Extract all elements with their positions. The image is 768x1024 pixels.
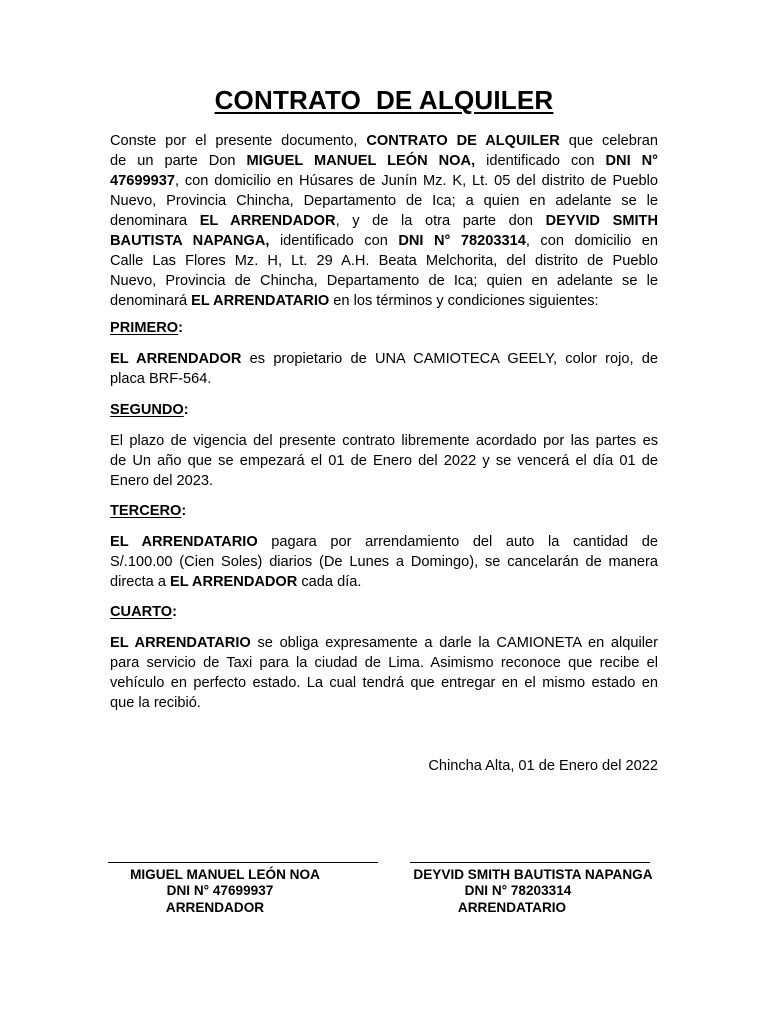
heading-colon: :: [178, 320, 183, 336]
bold-text: DNI N° 78203314: [398, 233, 526, 249]
bold-text: EL ARRENDATARIO: [110, 635, 251, 651]
bold-text: BAUTISTA NAPANGA,: [110, 233, 270, 249]
bold-text: EL ARRENDADOR: [170, 574, 298, 590]
text: , con domicilio en: [525, 233, 658, 249]
text: es propietario de UNA CAMIOTECA GEELY, color rojo, de: [241, 351, 658, 367]
text: identificado con: [475, 153, 606, 169]
clause-heading: [110, 602, 658, 622]
text: identificado con: [269, 233, 399, 249]
signature-right-role: ARRENDATARIO: [457, 900, 567, 915]
clause-heading: [110, 400, 658, 420]
bold-text: EL ARRENDADOR: [199, 213, 336, 229]
text: placa BRF-564.: [110, 371, 212, 387]
text: de un parte Don: [110, 153, 247, 169]
bold-text: EL ARRENDATARIO: [110, 534, 258, 550]
document-title: CONTRATO DE ALQUILER: [214, 85, 554, 115]
clause-line: [110, 633, 658, 653]
intro-line: [110, 151, 658, 171]
text: cada día.: [297, 574, 362, 590]
clause-heading: [110, 318, 658, 338]
intro-line: [110, 191, 658, 211]
clause-line: [110, 369, 658, 389]
signature-left-name: MIGUEL MANUEL LEÓN NOA: [130, 867, 320, 882]
text: que celebran: [559, 133, 658, 149]
clause-line: [110, 653, 658, 673]
text: se obliga expresamente a darle la CAMIONETA en alquiler: [250, 635, 658, 651]
clause-cuarto: [110, 602, 658, 713]
text: denominará: [110, 293, 192, 309]
bold-text: MIGUEL MANUEL LEÓN NOA,: [246, 153, 476, 169]
clause-line: [110, 532, 658, 552]
clause-heading-text: TERCERO: [110, 503, 182, 519]
text: El plazo de vigencia del presente contrato libremente acordado por las partes es: [110, 433, 658, 449]
intro-line: [110, 251, 658, 271]
bold-text: EL ARRENDADOR: [110, 351, 242, 367]
text: S/.100.00 (Cien Soles) diarios (De Lunes a Domingo), se cancelarán de manera: [110, 554, 658, 570]
text: que la recibió.: [110, 695, 201, 711]
text: Conste por el presente documento,: [110, 133, 367, 149]
text: , y de la otra parte don: [335, 213, 546, 229]
text: , con domicilio en Húsares de Junín Mz. K, Lt. 05 del distrito de Pueblo: [174, 173, 658, 189]
heading-colon: :: [181, 503, 187, 519]
clause-line: [110, 693, 658, 713]
clause-line: [110, 673, 658, 693]
text: Nuevo, Provincia Chincha, Departamento de Ica; a quien en adelante se le: [110, 193, 658, 209]
intro-line: [110, 231, 658, 251]
signature-left-role: ARRENDADOR: [165, 900, 265, 915]
bold-text: EL ARRENDATARIO: [191, 293, 330, 309]
clause-line: [110, 431, 658, 451]
text: denominara: [110, 213, 200, 229]
bold-text: DEYVID SMITH: [545, 213, 658, 229]
signature-right-name: DEYVID SMITH BAUTISTA NAPANGA: [413, 867, 653, 882]
clause-heading-text: CUARTO: [110, 604, 173, 620]
bold-text: DNI N°: [605, 153, 658, 169]
text: Calle Las Flores Mz. H, Lt. 29 A.H. Beata Melchorita, del distrito de Pueblo: [110, 253, 658, 269]
text: vehículo en perfecto estado. La cual tendrá que entregar en el mismo estado en: [110, 675, 658, 691]
clause-line: [110, 572, 658, 592]
heading-colon: :: [172, 604, 178, 620]
bold-text: 47699937: [110, 173, 175, 189]
intro-line: [110, 171, 658, 191]
intro-line: [110, 271, 658, 291]
clause-line: [110, 451, 658, 471]
intro-line: [110, 291, 658, 311]
clause-heading: [110, 501, 658, 521]
clause-segundo: [110, 400, 658, 491]
text: Enero del 2023.: [110, 473, 214, 489]
clause-primero: [110, 318, 658, 389]
text: para servicio de Taxi para la ciudad de Lima. Asimismo reconoce que recibe el: [110, 655, 658, 671]
clause-line: [110, 349, 658, 369]
heading-colon: :: [183, 402, 189, 418]
clause-heading-text: PRIMERO: [110, 320, 179, 336]
clause-heading-text: SEGUNDO: [110, 402, 184, 418]
text: de Un año que se empezará el 01 de Enero del 2022 y se vencerá el día 01 de: [110, 453, 658, 469]
bold-text: CONTRATO DE ALQUILER: [366, 133, 560, 149]
text: directa a: [110, 574, 171, 590]
text: en los términos y condiciones siguientes:: [329, 293, 599, 309]
text: pagara por arrendamiento del auto la cantidad de: [257, 534, 658, 550]
text: Nuevo, Provincia de Chincha, Departamento de Ica; quien en adelante se le: [110, 273, 658, 289]
clause-line: [110, 552, 658, 572]
intro-line: [110, 131, 658, 151]
signature-line-left: [108, 862, 378, 863]
clause-line: [110, 471, 658, 491]
date-line: Chincha Alta, 01 de Enero del 2022: [428, 758, 658, 774]
signature-left-dni: DNI N° 47699937: [166, 883, 274, 898]
signature-line-right: [410, 862, 650, 863]
clause-tercero: [110, 501, 658, 592]
signature-right-dni: DNI N° 78203314: [464, 883, 572, 898]
intro-paragraph: [110, 131, 658, 311]
intro-line: [110, 211, 658, 231]
